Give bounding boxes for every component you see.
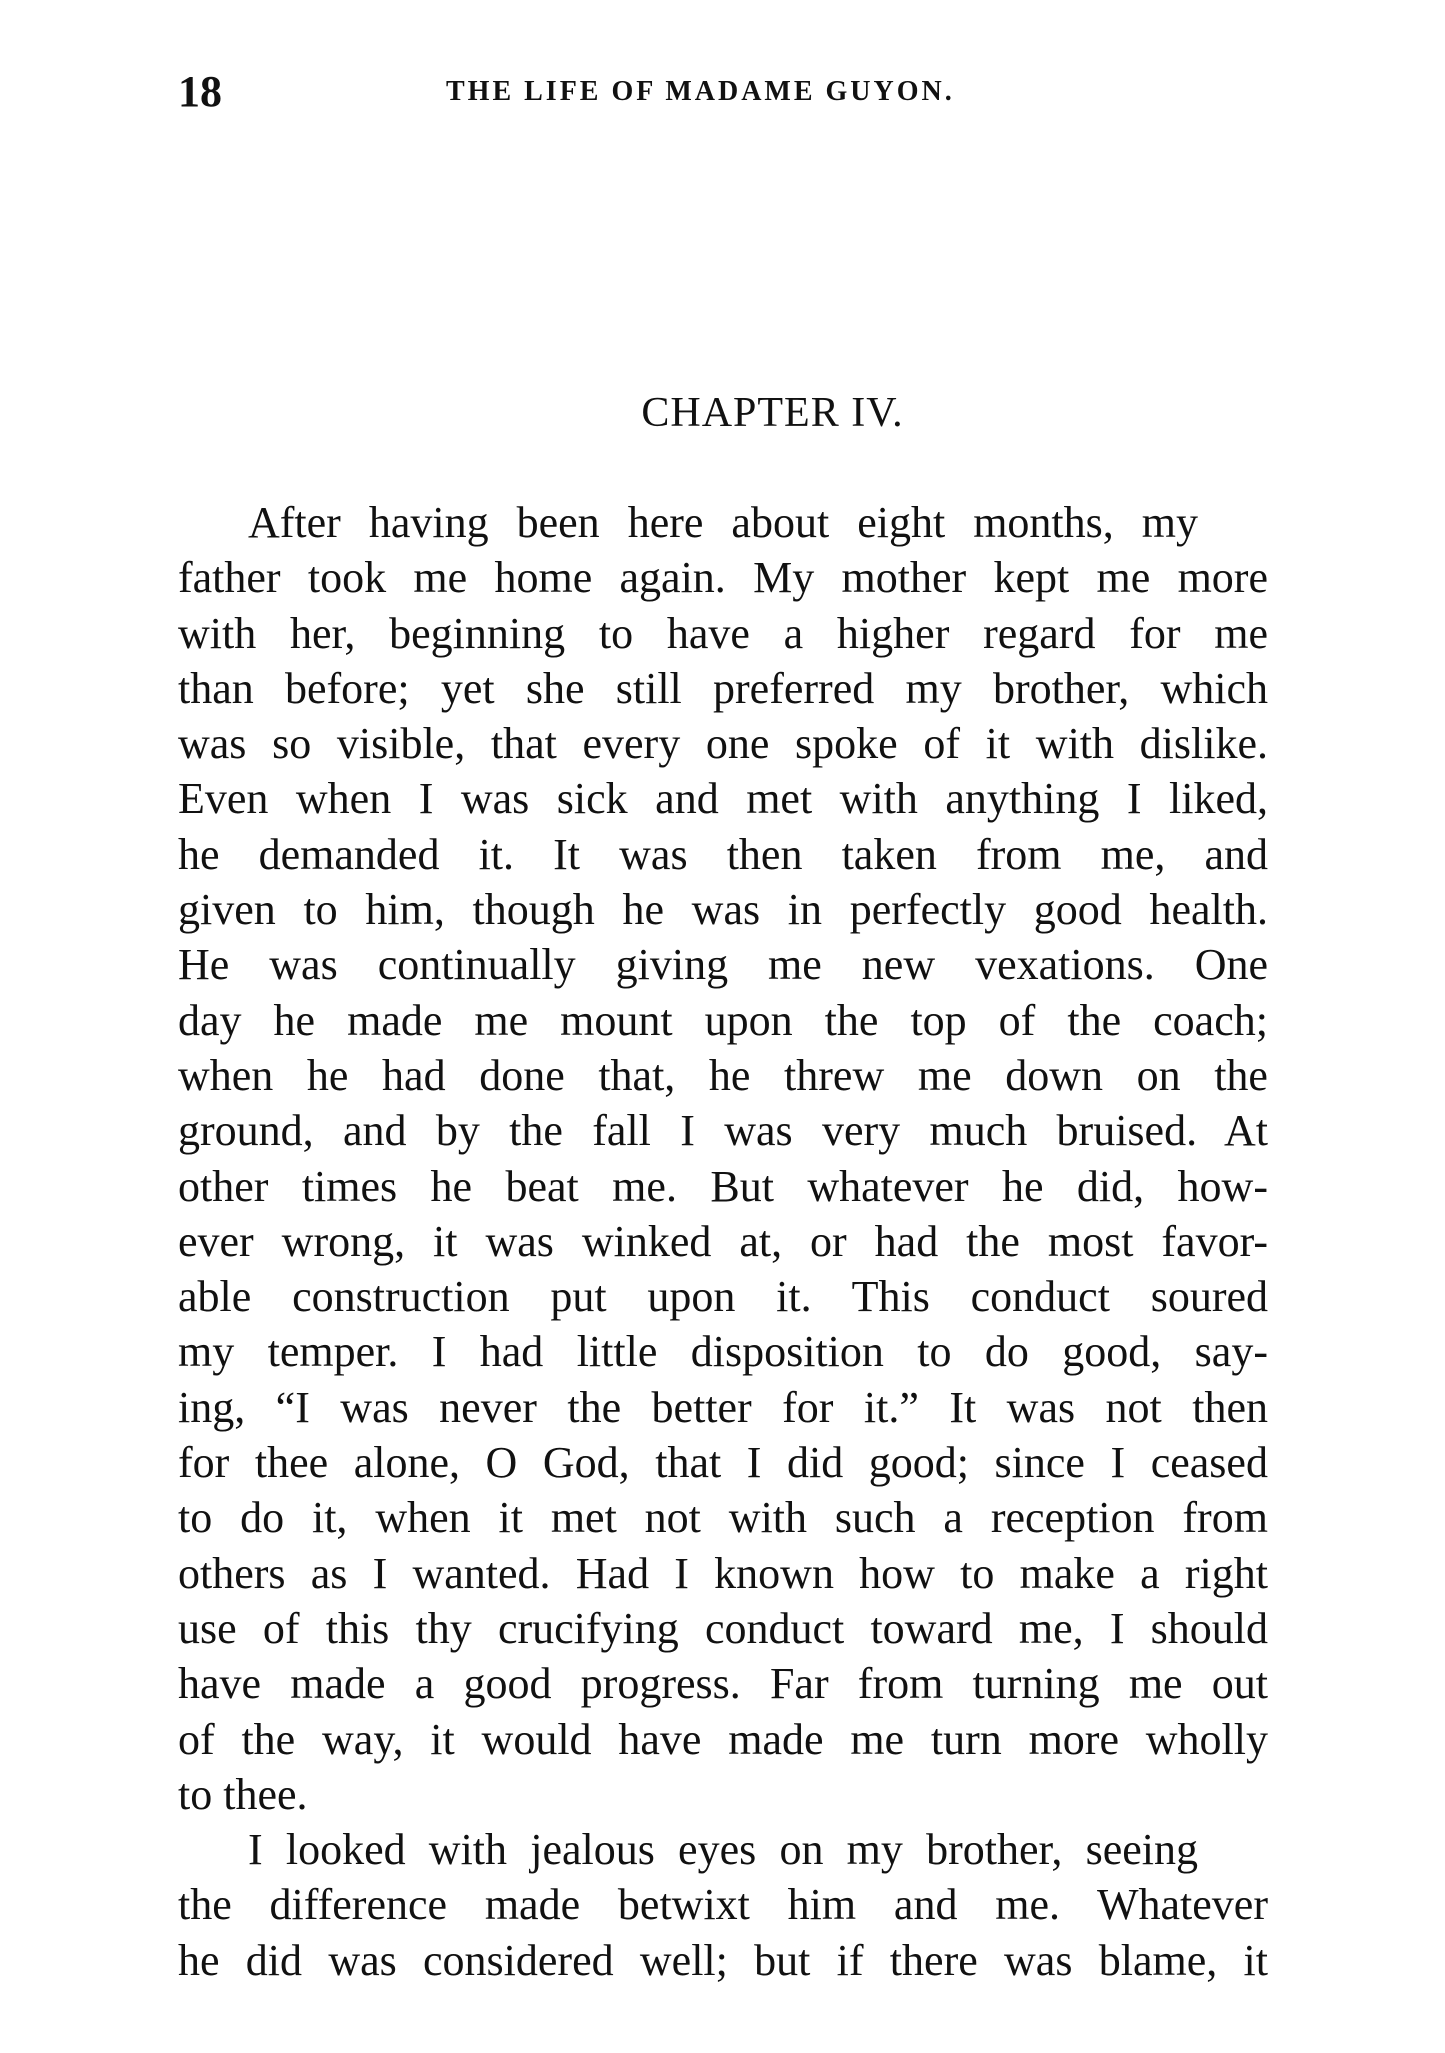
body-text	[178, 495, 1268, 1988]
text-line: I looked with jealous eyes on my brother, seeing	[248, 1825, 1198, 1875]
paragraph	[178, 1822, 1268, 1988]
text-line: when he had done that, he threw me down on the	[178, 1050, 1268, 1100]
text-line: After having been here about eight months, my	[248, 498, 1199, 547]
text-line: others as I wanted. Had I known how to make a right	[178, 1548, 1268, 1598]
chapter-heading: CHAPTER IV.	[641, 390, 904, 436]
text-line: ever wrong, it was winked at, or had the most favor-	[178, 1216, 1269, 1266]
text-line: other times he beat me. But whatever he did, how-	[178, 1161, 1268, 1211]
text-line: was so visible, that every one spoke of it with dislike.	[178, 719, 1269, 769]
paragraph	[178, 495, 1268, 1822]
text-line: to do it, when it met not with such a reception from	[178, 1493, 1268, 1543]
running-head	[178, 62, 1268, 122]
text-line: of the way, it would have made me turn more wholly	[178, 1714, 1269, 1764]
text-line: Even when I was sick and met with anything I liked,	[178, 774, 1269, 824]
text-line: he demanded it. It was then taken from me, and	[178, 829, 1269, 879]
text-line: with her, beginning to have a higher regard for me	[178, 608, 1269, 658]
text-line: the difference made betwixt him and me. Whatever	[178, 1880, 1268, 1930]
text-line: to thee.	[178, 1769, 308, 1819]
text-line: use of this thy crucifying conduct toward me, I should	[178, 1603, 1269, 1653]
text-line: my temper. I had little disposition to do good, say-	[178, 1327, 1268, 1377]
text-line: He was continually giving me new vexations. One	[178, 940, 1268, 990]
running-title: THE LIFE OF MADAME GUYON.	[446, 76, 955, 107]
text-line: than before; yet she still preferred my brother, which	[178, 663, 1269, 713]
page-number: 18	[178, 67, 222, 116]
text-line: given to him, though he was in perfectly good health.	[178, 885, 1268, 935]
text-line: day he made me mount upon the top of the coach;	[178, 995, 1268, 1045]
text-line: able construction put upon it. This conduct soured	[178, 1272, 1269, 1322]
text-line: he did was considered well; but if there was blame, it	[178, 1935, 1268, 1985]
text-line: ing, “I was never the better for it.” It was not then	[178, 1382, 1268, 1432]
text-line: ground, and by the fall I was very much bruised. At	[178, 1106, 1268, 1156]
text-line: father took me home again. My mother kept me more	[178, 553, 1268, 603]
text-line: have made a good progress. Far from turning me out	[178, 1659, 1269, 1709]
text-line: for thee alone, O God, that I did good; since I ceased	[178, 1438, 1268, 1488]
